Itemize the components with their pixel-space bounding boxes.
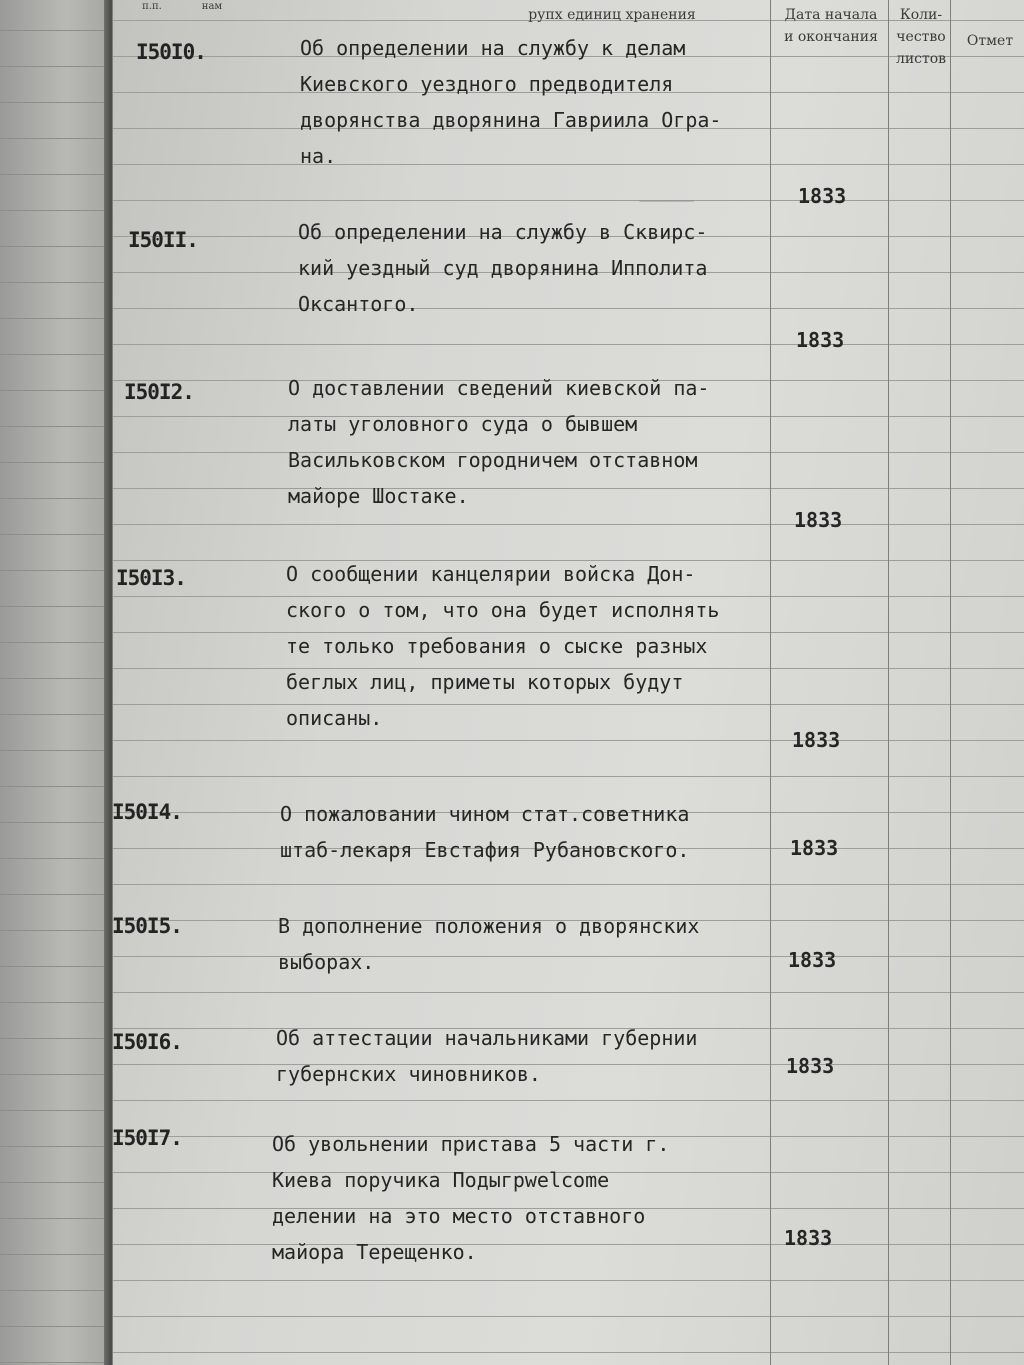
left-page-rule xyxy=(0,282,110,283)
record-title xyxy=(276,1020,697,1092)
record-title-line: дворянства дворянина Гавриила Огра- xyxy=(300,108,722,132)
left-page-rule xyxy=(0,606,110,607)
left-page-rule xyxy=(0,858,110,859)
left-page-rule xyxy=(0,534,110,535)
record-title-line: выборах. xyxy=(278,950,375,974)
record-title xyxy=(300,30,721,174)
archive-inventory-page xyxy=(112,0,1024,1365)
record-title-line: О сообщении канцелярии войска Дон- xyxy=(286,562,696,586)
left-page-rule xyxy=(0,822,110,823)
left-page-rule xyxy=(0,138,110,139)
header-count-line-2: чество xyxy=(896,29,946,45)
record-title-line: губернских чиновников. xyxy=(276,1062,541,1086)
record-title-line: Киева поручика Подыгрwelcome xyxy=(272,1168,610,1192)
left-page-rule xyxy=(0,966,110,967)
record-title-line: О доставлении сведений киевской па- xyxy=(288,376,710,400)
record-title xyxy=(286,556,719,736)
left-page-rule xyxy=(0,714,110,715)
left-page-edge xyxy=(0,0,110,1365)
record-title-line: делении на это место отставного xyxy=(272,1204,646,1228)
record-title-line: майоре Шостаке. xyxy=(288,484,469,508)
record-year: 1833 xyxy=(796,328,845,352)
left-page-rule xyxy=(0,1074,110,1075)
record-number: I50I4. xyxy=(112,800,182,824)
left-page-rule xyxy=(0,1254,110,1255)
bleed-through-text: ───── xyxy=(412,190,694,211)
record-title-line: Киевского уездного предводителя xyxy=(300,72,674,96)
left-page-rule xyxy=(0,1290,110,1291)
record-title-line: Оксантого. xyxy=(298,292,419,316)
header-title-col: рупх единиц хранения xyxy=(528,7,696,23)
left-page-rule xyxy=(0,30,110,31)
header-count-line-1: Коли- xyxy=(899,7,943,23)
column-divider-dates xyxy=(888,0,889,1365)
left-page-rule xyxy=(0,1002,110,1003)
record-year: 1833 xyxy=(786,1054,835,1078)
record-title-line: майора Терещенко. xyxy=(272,1240,477,1264)
left-page-rule xyxy=(0,786,110,787)
left-page-rule xyxy=(0,498,110,499)
left-page-rule xyxy=(0,102,110,103)
record-title-line: В дополнение положения о дворянских xyxy=(278,914,700,938)
left-page-rule xyxy=(0,1146,110,1147)
record-year: 1833 xyxy=(792,728,841,752)
record-title xyxy=(272,1126,669,1270)
column-divider-title xyxy=(770,0,771,1365)
record-title-line: беглых лиц, приметы которых будут xyxy=(286,670,684,694)
record-year: 1833 xyxy=(784,1226,833,1250)
left-page-rule xyxy=(0,1182,110,1183)
left-page-rule xyxy=(0,174,110,175)
record-title xyxy=(278,908,699,980)
left-page-rule xyxy=(0,1218,110,1219)
left-page-rule xyxy=(0,66,110,67)
left-page-rule xyxy=(0,930,110,931)
record-title-line: Васильковском городничем отставном xyxy=(288,448,698,472)
header-notes-col: Отмет xyxy=(966,33,1014,49)
header-count-col xyxy=(892,4,950,70)
left-page-rule xyxy=(0,354,110,355)
record-title xyxy=(298,214,707,322)
record-year: 1833 xyxy=(790,836,839,860)
left-page-rule xyxy=(0,1038,110,1039)
record-number: I50I3. xyxy=(116,566,186,590)
left-page-rule xyxy=(0,1362,110,1363)
left-page-rule xyxy=(0,570,110,571)
record-number: I50I2. xyxy=(124,380,194,404)
record-number: I50I7. xyxy=(112,1126,182,1150)
left-page-rule xyxy=(0,462,110,463)
record-title-line: латы уголовного суда о бывшем xyxy=(288,412,638,436)
record-title xyxy=(288,370,709,514)
column-divider-number xyxy=(112,0,113,1365)
record-title-line: ского о том, что она будет исполнять xyxy=(286,598,720,622)
header-name-col: нам xyxy=(201,1,223,12)
record-title-line: штаб-лекаря Евстафия Рубановского. xyxy=(280,838,690,862)
record-number: I50II. xyxy=(128,228,198,252)
column-divider-count xyxy=(950,0,951,1365)
record-number: I50I0. xyxy=(136,40,206,64)
left-page-rule xyxy=(0,894,110,895)
left-page-rule xyxy=(0,426,110,427)
record-title-line: Об аттестации начальниками губернии xyxy=(276,1026,698,1050)
record-title-line: описаны. xyxy=(286,706,383,730)
left-page-rule xyxy=(0,318,110,319)
left-page-rule xyxy=(0,246,110,247)
record-title-line: Об увольнении пристава 5 части г. xyxy=(272,1132,670,1156)
record-title-line: О пожаловании чином стат.советника xyxy=(280,802,690,826)
header-dates-line-2: и окончания xyxy=(784,29,878,45)
left-page-rule xyxy=(0,750,110,751)
record-title-line: кий уездный суд дворянина Ипполита xyxy=(298,256,708,280)
left-page-rule xyxy=(0,678,110,679)
record-number: I50I6. xyxy=(112,1030,182,1054)
record-title xyxy=(280,796,689,868)
header-count-line-3: листов xyxy=(895,51,947,67)
record-title-line: Об определении на службу к делам xyxy=(300,36,686,60)
record-number: I50I5. xyxy=(112,914,182,938)
record-year: 1833 xyxy=(794,508,843,532)
header-number-col: п.п. xyxy=(142,1,162,12)
header-dates-col xyxy=(776,4,886,48)
record-year: 1833 xyxy=(798,184,847,208)
left-page-rule xyxy=(0,210,110,211)
left-page-rule xyxy=(0,390,110,391)
header-dates-line-1: Дата начала xyxy=(784,7,878,23)
record-title-line: те только требования о сыске разных xyxy=(286,634,708,658)
record-title-line: Об определении на службу в Сквирс- xyxy=(298,220,708,244)
left-page-rule xyxy=(0,642,110,643)
record-title-line: на. xyxy=(300,144,337,168)
left-page-rule xyxy=(0,1326,110,1327)
left-page-rule xyxy=(0,1110,110,1111)
record-year: 1833 xyxy=(788,948,837,972)
